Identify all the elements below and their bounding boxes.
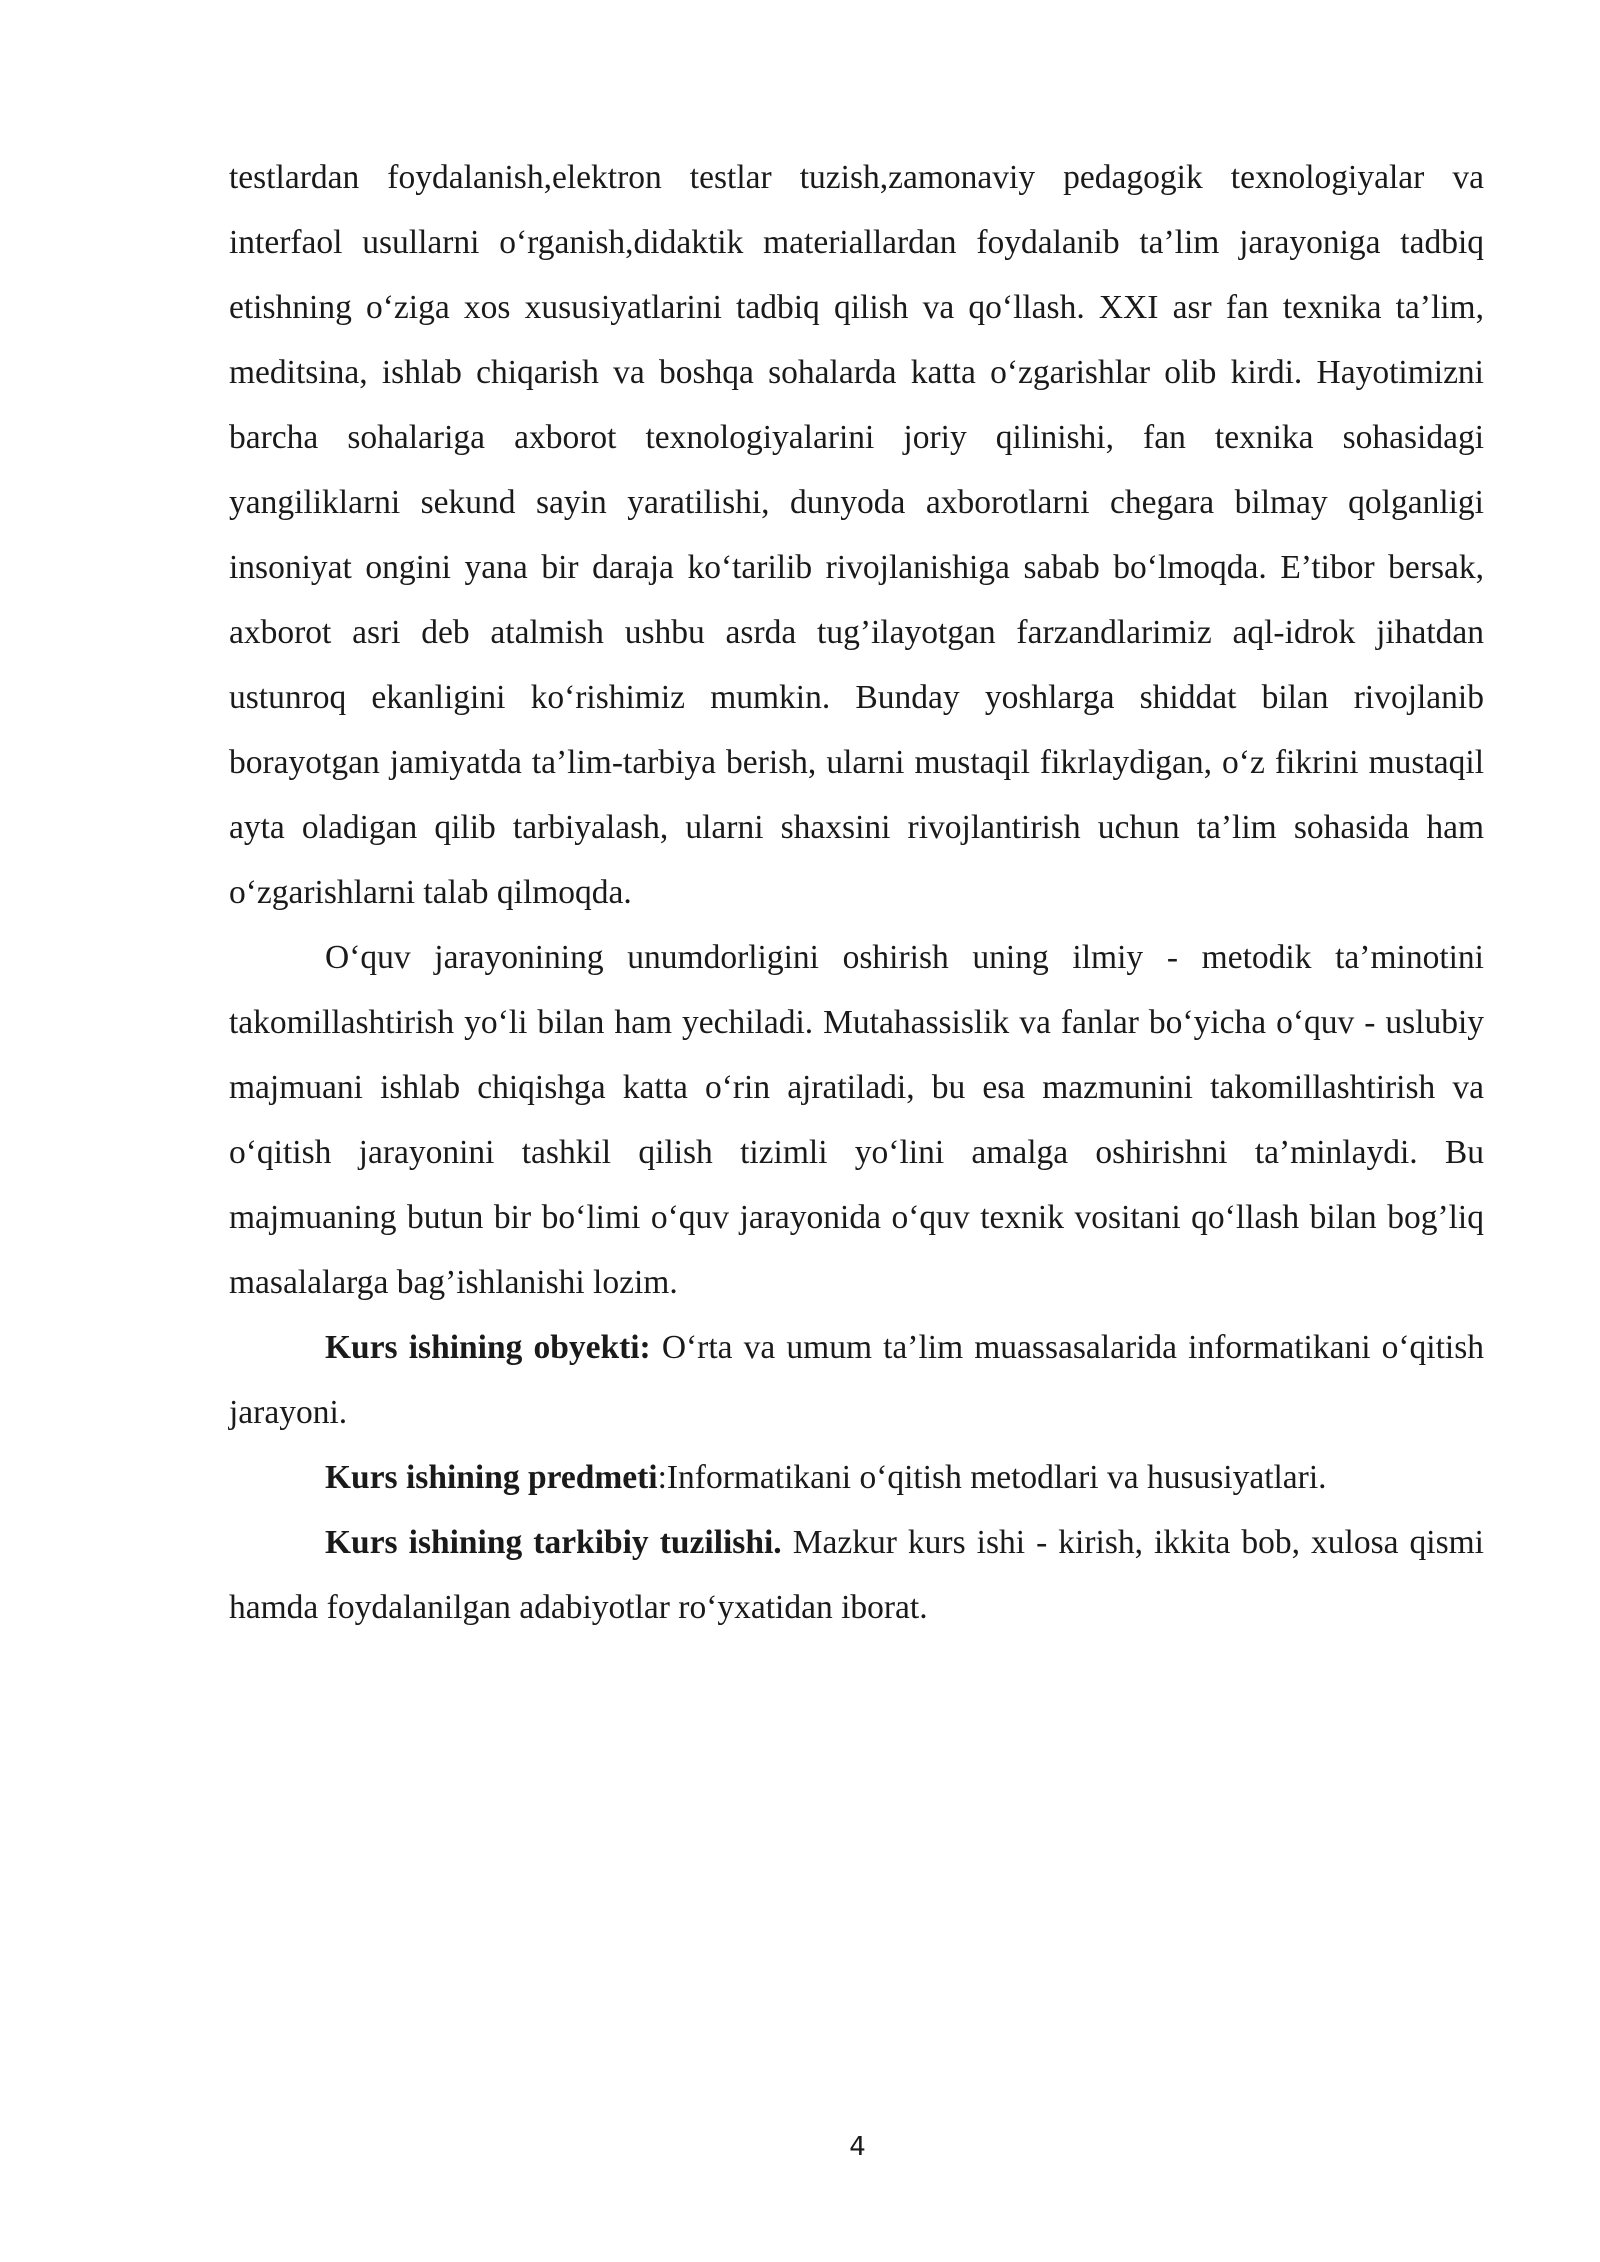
paragraph-course-subject xyxy=(229,1445,1484,1510)
course-object-label: Kurs ishining obyekti: xyxy=(325,1329,651,1366)
paragraph-intro-continuation: testlardan foydalanish,elektron testlar tuzish,zamonaviy pedagogik texnologiyalar va interfaol usullarni o‘rganish,didaktik materiallardan foydalanib ta’lim jarayoniga tadbiq etishning o‘ziga xos xususiyatlarini tadbiq qilish va qo‘llash. XXI asr fan texnika ta’lim, meditsina, ishlab chiqarish va boshqa sohalarda katta o‘zgarishlar olib kirdi. Hayotimizni barcha sohalariga axborot texnologiyalarini joriy qilinishi, fan texnika sohasidagi yangiliklarni sekund sayin yaratilishi, dunyoda axborotlarni chegara bilmay qolganligi insoniyat ongini yana bir daraja ko‘tarilib rivojlanishiga sabab bo‘lmoqda. E’tibor bersak, axborot asri deb atalmish ushbu asrda tug’ilayotgan farzandlarimiz aql-idrok jihatdan ustunroq ekanligini ko‘rishimiz mumkin. Bunday yoshlarga shiddat bilan rivojlanib borayotgan jamiyatda ta’lim-tarbiya berish, ularni mustaqil fikrlaydigan, o‘z fikrini mustaqil ayta oladigan qilib tarbiyalash, ularni shaxsini rivojlantirish uchun ta’lim sohasida ham o‘zgarishlarni talab qilmoqda. xyxy=(229,159,1484,911)
paragraph-educational-process: O‘quv jarayonining unumdorligini oshirish uning ilmiy - metodik ta’minotini takomillashtirish yo‘li bilan ham yechiladi. Mutahassislik va fanlar bo‘yicha o‘quv - uslubiy majmuani ishlab chiqishga katta o‘rin ajratiladi, bu esa mazmunini takomillashtirish va o‘qitish jarayonini tashkil qilish tizimli yo‘lini amalga oshirishni ta’minlaydi. Bu majmuaning butun bir bo‘limi o‘quv jarayonida o‘quv texnik vositani qo‘llash bilan bog’liq masalalarga bag’ishlanishi lozim. xyxy=(229,939,1484,1301)
page-number: 4 xyxy=(849,2132,866,2162)
paragraph-course-object xyxy=(229,1315,1484,1445)
paragraph-course-structure xyxy=(229,1510,1484,1640)
course-subject-text: :Informatikani o‘qitish metodlari va hususiyatlari. xyxy=(657,1459,1327,1496)
course-structure-text: Mazkur kurs ishi - kirish, ikkita bob, xulosa qismi hamda foydalanilgan adabiyotlar ro‘yxatidan iborat. xyxy=(229,1524,1484,1626)
document-body xyxy=(229,145,1484,1640)
course-subject-label: Kurs ishining predmeti xyxy=(325,1459,658,1496)
course-structure-label: Kurs ishining tarkibiy tuzilishi. xyxy=(325,1524,782,1561)
course-object-text: O‘rta va umum ta’lim muassasalarida informatikani o‘qitish jarayoni. xyxy=(229,1329,1484,1431)
